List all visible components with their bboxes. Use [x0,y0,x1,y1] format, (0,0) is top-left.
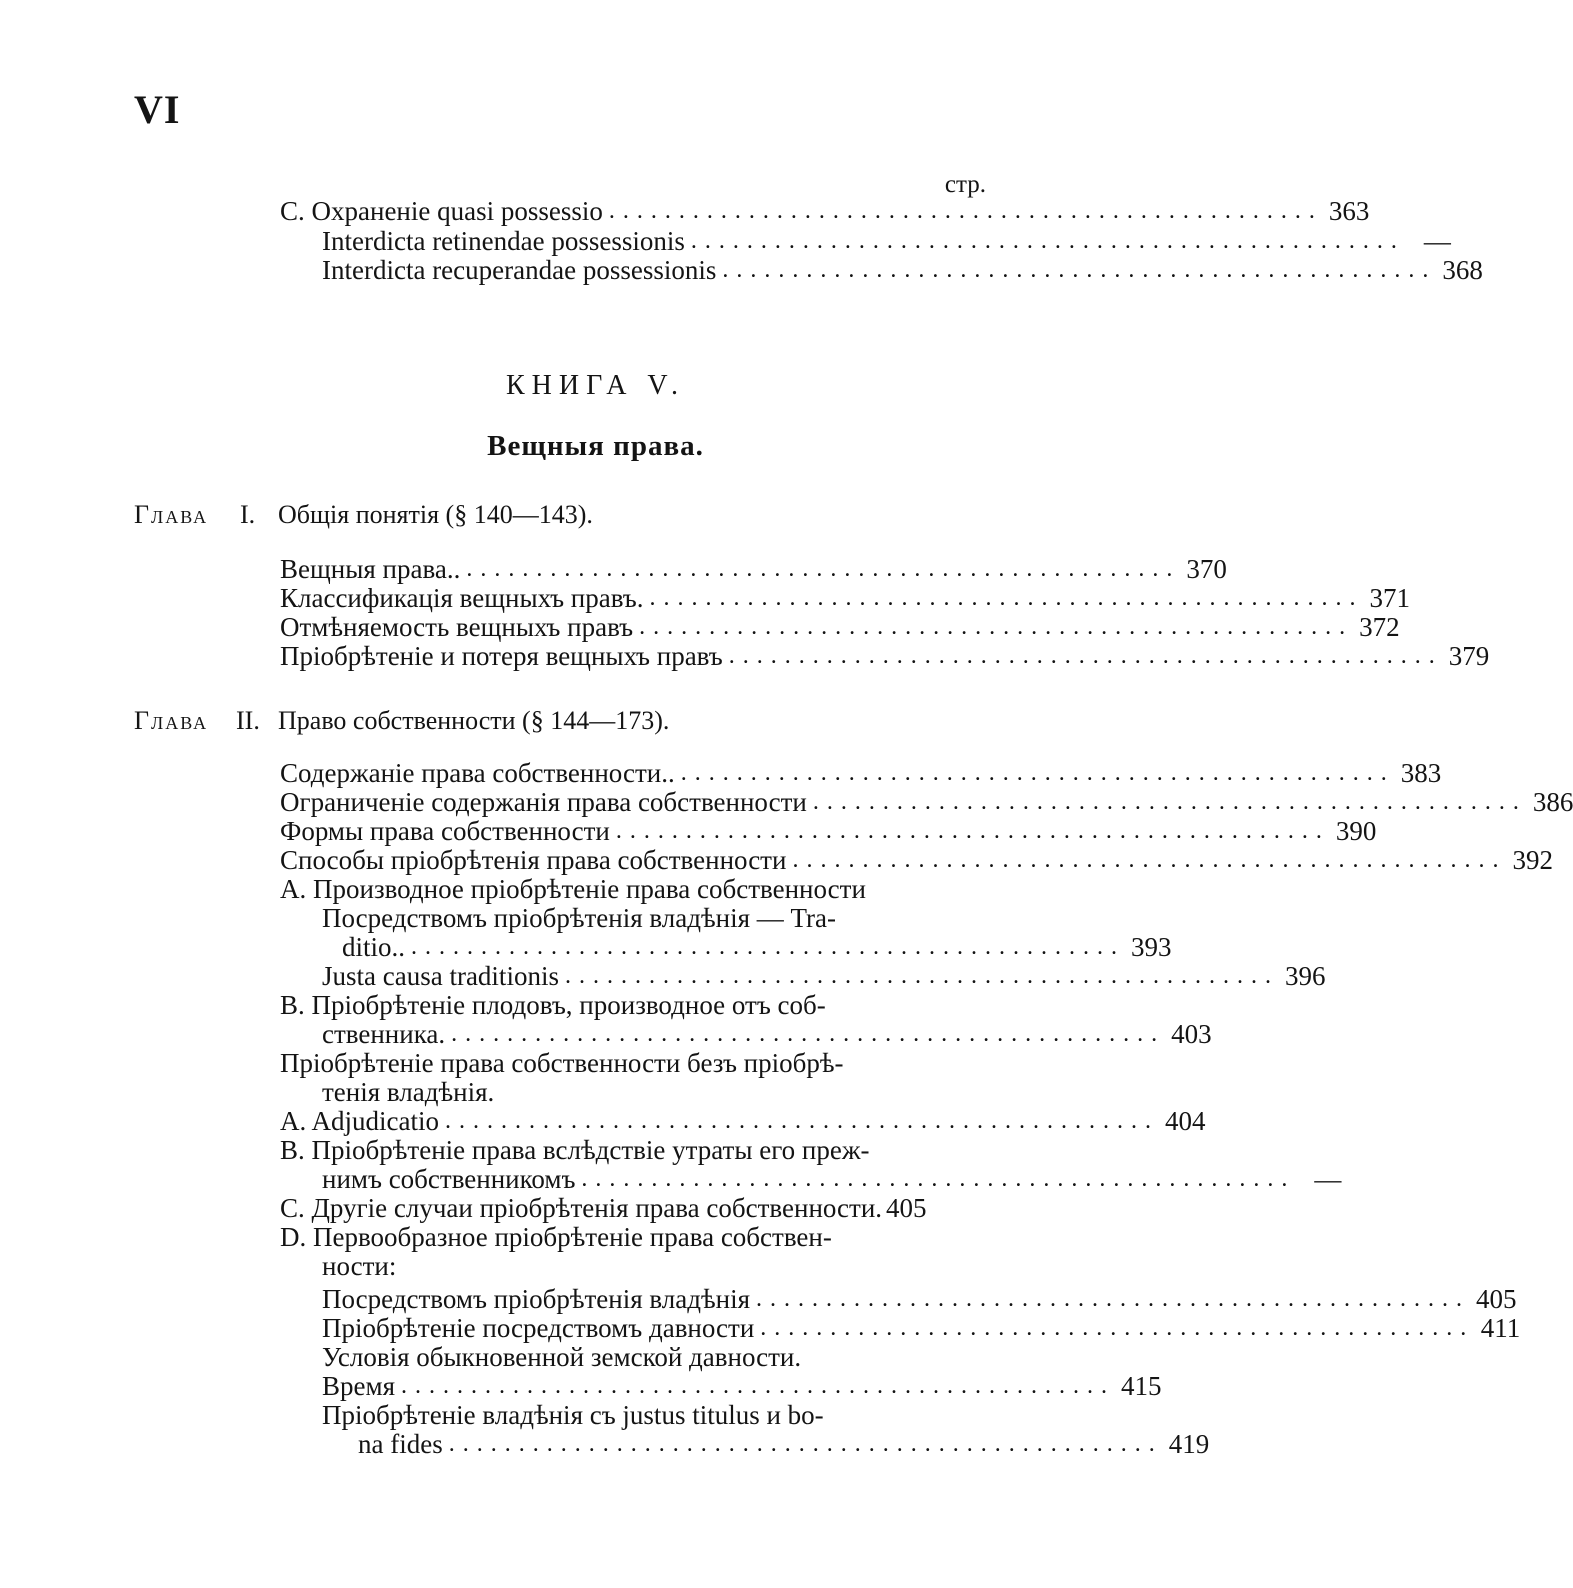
toc-entry-text: Interdicta retinendae possessionis [322,226,685,256]
leader-dots: ................................................... [401,1373,1115,1399]
toc-page-number: 379 [1448,641,1490,671]
toc-page-number: 371 [1369,583,1410,613]
toc-page-number: 390 [1335,816,1377,846]
toc-page-number: 405 [1476,1284,1517,1314]
toc-entry-text: Классификація вещныхъ правъ. [280,583,644,613]
chapter-number: I. [240,500,256,529]
leader-dots: ................................................... [690,228,1405,254]
toc-entry-text: Содержаніе права собственности.. [280,758,675,788]
toc-entry-text: Посредствомъ пріобрѣтенія владѣнія — Tra- [322,903,837,933]
toc-page-number: 404 [1164,1106,1206,1136]
leader-dots: ................................................... [444,1108,1159,1134]
leader-dots: ................................................... [792,847,1507,873]
leader-dots: ................................................... [639,614,1354,640]
chapter-heading [134,500,208,530]
leader-dots: ................................................... [680,760,1395,786]
toc-entry [358,1429,1210,1459]
toc-entry [322,961,1326,991]
leader-dots: ................................................... [722,257,1437,283]
leader-dots: ................................................... [649,585,1364,611]
toc-entry-text: Вещныя права.. [280,554,461,584]
toc-page-number: — [1314,1164,1342,1194]
toc-entry [322,1371,1162,1401]
toc-page-number: 419 [1168,1429,1210,1459]
leader-dots: ................................................... [581,1166,1296,1192]
chapter-heading [134,706,208,736]
toc-page-number: 396 [1284,961,1326,991]
toc-entry-text: Пріобрѣтеніе посредствомъ давности [322,1313,755,1343]
chapter-label: Глава [134,706,209,735]
toc-entry [322,1019,1212,1049]
toc-subheading: D. Первообразное пріобрѣтеніе права собствен- [280,1222,832,1252]
toc-entry [280,1106,1206,1136]
toc-entry-text: Формы права собственности [280,816,610,846]
chapter-label: Глава [134,500,209,529]
toc-entry-text: Interdicta recuperandae possessionis [322,255,717,285]
toc-entry-text: Ограниченіе содержанія права собственности [280,787,807,817]
toc-entry-text: нимъ собственникомъ [322,1164,576,1194]
toc-entry [322,1284,1517,1314]
toc-subheading: A. Производное пріобрѣтеніе права собственности [280,874,866,904]
leader-dots: ................................................... [728,643,1443,669]
toc-entry-text: ственника. [322,1019,446,1049]
leader-dots: ................................................... [451,1021,1166,1047]
toc-page-number: 415 [1121,1371,1162,1401]
toc-entry [322,1164,1342,1194]
toc-page-number: 363 [1328,196,1370,226]
toc-subheading: тенія владѣнія. [322,1077,495,1107]
toc-entry-text: na fides [358,1429,443,1459]
leader-dots: ................................................... [448,1431,1163,1457]
toc-entry [342,932,1172,962]
toc-entry-text: B. Пріобрѣтеніе права вслѣдствіе утраты его преж- [280,1135,870,1165]
toc-entry-text: Посредствомъ пріобрѣтенія владѣнія [322,1284,751,1314]
chapter-title: Право собственности (§ 144—173). [278,706,670,735]
toc-entry [280,1193,990,1223]
toc-page-number: 368 [1442,255,1483,285]
toc-page-number: 411 [1480,1313,1521,1343]
toc-page-number: 405 [886,1193,927,1223]
toc-entry [280,787,1573,817]
toc-entry [280,816,1377,846]
toc-entry [280,612,1400,642]
toc-entry [280,554,1227,584]
toc-page-number: 383 [1400,758,1442,788]
toc-entry-text: A. Adjudicatio [280,1106,439,1136]
book-heading: КНИГА V. [505,370,686,401]
leader-dots: ................................................... [608,198,1323,224]
toc-entry-text: C. Охраненіе quasi possessio [280,196,603,226]
toc-page-number: 386 [1532,787,1573,817]
leader-dots: ................................................... [411,934,1126,960]
toc-entry-text: Пріобрѣтеніе и потеря вещныхъ правъ [280,641,723,671]
toc-entry-text: Способы пріобрѣтенія права собственности [280,845,787,875]
toc-entry [280,845,1553,875]
leader-dots: ................................................... [466,556,1181,582]
toc-entry-text: Время [322,1371,395,1401]
toc-page-number: — [1423,226,1451,256]
toc-entry [280,758,1442,788]
toc-entry-text: ditio.. [342,932,406,962]
toc-entry [322,255,1483,285]
toc-page-number: 403 [1171,1019,1212,1049]
leader-dots: ................................................... [564,963,1279,989]
leader-dots: ................................................... [760,1315,1475,1341]
toc-entry [280,641,1490,671]
toc-entry [322,1313,1521,1343]
toc-subheading: ности: [322,1251,397,1281]
leader-dots: ................................................... [615,818,1330,844]
toc-entry-text: Пріобрѣтеніе владѣнія съ justus titulus и bo- [322,1400,824,1430]
toc-page-number: 393 [1131,932,1172,962]
toc-entry-text: C. Другіе случаи пріобрѣтенія права собственности. [280,1193,883,1223]
toc-subheading: Пріобрѣтеніе права собственности безъ пріобрѣ- [280,1048,844,1078]
toc-page-number: 370 [1186,554,1227,584]
leader-dots: ................................................... [812,789,1527,815]
toc-entry [280,583,1410,613]
toc-page-number: 372 [1359,612,1400,642]
leader-dots: ................................................... [756,1286,1471,1312]
page-number: VI [134,87,181,132]
toc-entry-text: Отмѣняемость вещныхъ правъ [280,612,634,642]
toc-subheading: Условія обыкновенной земской давности. [322,1342,802,1372]
book-title: Вещныя права. [487,430,704,462]
toc-entry-text: B. Пріобрѣтеніе плодовъ, производное отъ соб- [280,990,826,1020]
chapter-title: Общія понятія (§ 140—143). [278,500,593,529]
toc-page-number: 392 [1512,845,1553,875]
toc-entry-text: Justa causa traditionis [322,961,559,991]
toc-entry [280,196,1370,226]
toc-entry [322,226,1451,256]
page-column-header: стр. [944,171,986,198]
chapter-number: II. [236,706,260,735]
